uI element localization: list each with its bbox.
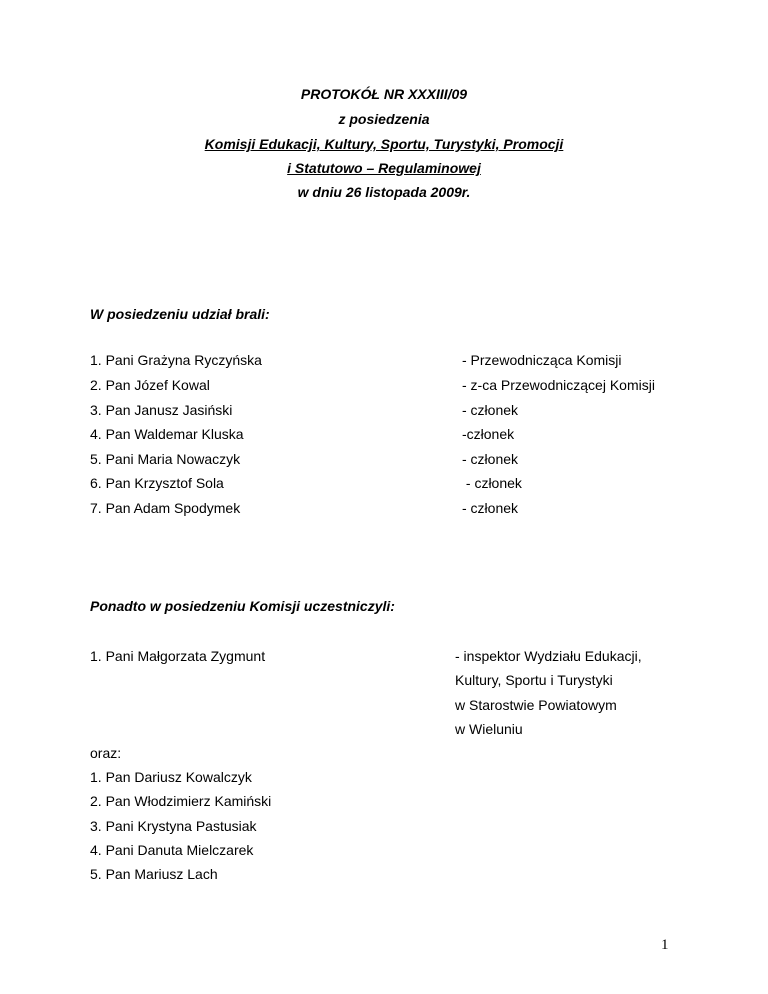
member-role: - członek: [462, 475, 522, 491]
member-name: 4. Pan Waldemar Kluska: [90, 426, 244, 442]
member-name: 3. Pan Janusz Jasiński: [90, 402, 233, 418]
member-name: 1. Pani Grażyna Ryczyńska: [90, 352, 262, 368]
oraz-label: oraz:: [90, 745, 122, 761]
guest-role-line: w Starostwie Powiatowym: [455, 697, 617, 713]
meeting-date: w dniu 26 listopada 2009r.: [297, 184, 471, 200]
guest-name: 3. Pani Krystyna Pastusiak: [90, 818, 257, 834]
committee-name-line2: i Statutowo – Regulaminowej: [287, 160, 481, 176]
guest-name: 1. Pani Małgorzata Zygmunt: [90, 648, 266, 664]
member-role: - członek: [462, 402, 519, 418]
member-name: 5. Pani Maria Nowaczyk: [90, 451, 241, 467]
member-role: - członek: [462, 451, 519, 467]
member-role: - z-ca Przewodniczącej Komisji: [462, 377, 655, 393]
guest-role-line: - inspektor Wydziału Edukacji,: [455, 648, 642, 664]
member-role: - Przewodnicząca Komisji: [462, 352, 622, 368]
page-number: 1: [661, 937, 669, 953]
guest-name: 4. Pani Danuta Mielczarek: [90, 842, 254, 858]
member-name: 7. Pan Adam Spodymek: [90, 500, 241, 516]
guest-name: 5. Pan Mariusz Lach: [90, 866, 218, 882]
guest-name: 1. Pan Dariusz Kowalczyk: [90, 769, 252, 785]
guest-role-line: w Wieluniu: [455, 721, 523, 737]
committee-name-line1: Komisji Edukacji, Kultury, Sportu, Turystyki, Promocji: [204, 136, 564, 152]
guest-name: 2. Pan Włodzimierz Kamiński: [90, 793, 272, 809]
guests-heading: Ponadto w posiedzeniu Komisji uczestniczyli:: [90, 598, 395, 614]
member-name: 2. Pan Józef Kowal: [90, 377, 210, 393]
members-heading: W posiedzeniu udział brali:: [90, 306, 270, 322]
protocol-title: PROTOKÓŁ NR XXXIII/09: [300, 86, 468, 102]
member-role: -członek: [462, 426, 515, 442]
protocol-subtitle: z posiedzenia: [338, 111, 430, 127]
guest-role-line: Kultury, Sportu i Turystyki: [455, 672, 613, 688]
member-name: 6. Pan Krzysztof Sola: [90, 475, 224, 491]
member-role: - członek: [462, 500, 519, 516]
